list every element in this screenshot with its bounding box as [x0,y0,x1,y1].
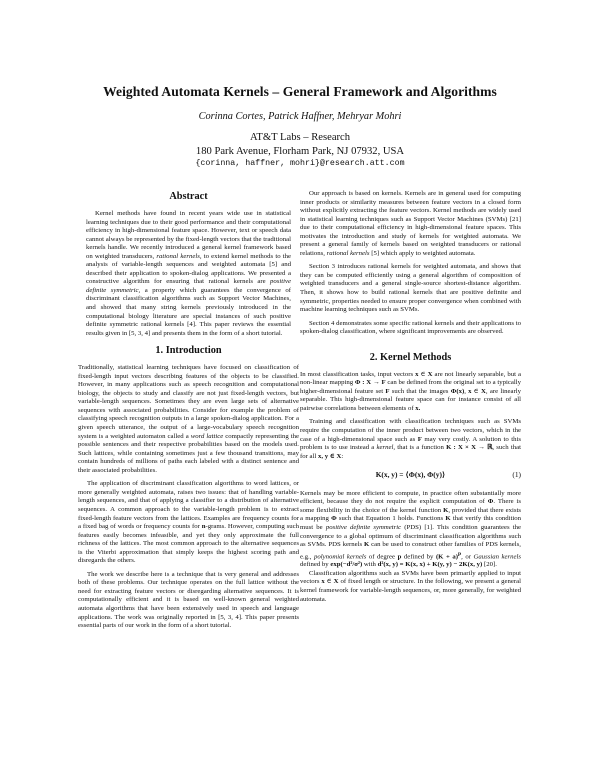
affiliation-address: 180 Park Avenue, Florham Park, NJ 07932, USA [195,146,405,157]
intro-paragraph-3: The work we describe here is a technique that is very general and addresses both of these problems. Our technique operates on the full lattice without the need for extracting feature vectors or disregarding alternative sequences. It is computationally efficient and it is based on well-known general weighted automata algorithms that have been extensively used in speech and language applications. The work was originally reported in [5, 3, 4]. This paper presents essential parts of our work in the form of a short tutorial. [78,570,299,630]
left-column [78,190,299,631]
abstract-body [78,210,299,338]
equation-1 [300,471,521,480]
equation-body: K(x, y) = ⟨Φ(x), Φ(y)⟩ [375,470,446,480]
intro-paragraph-1: Traditionally, statistical learning techniques have focused on classification of fixed-length input vectors describing features of the objects to be classified. However, in many applications such as speech recognition and computational biology, the objects to study and classify are not just fixed-length vectors, but variable-length sequences. Sometimes they are even large sets of alternative sequences with associated probabilities. Consider for example the problem of classifying speech recognition outputs in a large spoken-dialog application. For a given speech utterance, the output of a large-vocabulary speech recognition system is a weighted automaton called a word lattice compactly representing the possible sentences and their respective probabilities based on the models used. Such lattices, while containing sometimes just a few thousand transitions, may contain hundreds of millions of paths each labeled with a distinct sentence and their associated probabilities. [78,364,299,474]
kernel-paragraph-4: Classification algorithms such as SVMs have been primarily applied to input vectors x ∈ X of fixed length or structure. In the following, we present a general kernel framework for variable-length sequences, or, more generally, for weighted automata. [300,569,521,603]
affiliation-institution: AT&T Labs – Research [249,132,351,143]
author-emails: {corinna, haffner, mohri}@research.att.com [195,159,405,168]
author-list: Corinna Cortes, Patrick Haffner, Mehryar Mohri [198,111,402,122]
equation-number: (1) [512,470,521,480]
paper-title: Weighted Automata Kernels – General Framework and Algorithms [103,84,497,99]
right-column [300,190,521,604]
abstract-paragraph: Kernel methods have found in recent years wide use in statistical learning techniques due to their good performance and their computational efficiency in high-dimensional feature space. However, text or speech data cannot always be represented by the fixed-length vectors that the traditional kernels handle. We recently introduced a general kernel framework based on weighted transducers, rational kernels, to extend kernel methods to the analysis of variable-length sequences and weighted automata [5] and described their application to spoken-dialog applications. We presented a constructive algorithm for ensuring that rational kernels are positive definite symmetric, a property which guarantees the convergence of discriminant classification algorithms such as Support Vector Machines, and showed that many string kernels previously introduced in the computational biology literature are special instances of such positive definite symmetric rational kernels [4]. This paper reviews the essential results given in [5, 3, 4] and presents them in the form of a short tutorial. [86,210,292,337]
intro-paragraph-5: Section 3 introduces rational kernels for weighted automata, and shows that they can be computed efficiently using a general algorithm of composition of weighted transducers and a general single-source shortest-distance algorithm. Then, it shows how to build rational kernels that are positive definite and symmetric, properties needed to ensure proper convergence when combined with machine learning techniques such as SVMs. [300,263,521,314]
kernel-paragraph-3: Kernels may be more efficient to compute, in practice often substantially more efficient, because they do not require the explicit computation of Φ. There is some flexibility in the choice of the kernel function K, provided that there exists a mapping Φ such that Equation 1 holds. Functions K that verify this condition must be positive definite symmetric (PDS) [1]. This condition guarantees the convergence to a global optimum of discriminant classification algorithms such as SVMs. PDS kernels K can be used to construct other families of PDS kernels, e.g., polynomial kernels of degree p defined by $(K + a)^p$, or Gaussian kernels defined by exp(−d²/σ²) with d²(x, y) = K(x, x) + K(y, y) − 2K(x, y) [20]. [300,489,522,569]
intro-paragraph-6: Section 4 demonstrates some specific rational kernels and their applications to spoken-dialog classification, where significant improvements are observed. [300,319,521,336]
kernel-paragraph-1: In most classification tasks, input vectors x ∈ X are not linearly separable, but a non-linear mapping Φ : X → F can be defined from the original set to a typically higher-dimensional feature set F such that the images Φ(x), x ∈ X, are linearly separable. This high-dimensional feature space can for instance consist of all pairwise correlations between elements of x. [300,370,521,412]
section-heading-introduction: 1. Introduction [155,345,222,357]
abstract-heading: Abstract [169,191,208,202]
intro-paragraph-2: The application of discriminant classification algorithms to word lattices, or more generally weighted automata, raises two issues: that of handling variable-length sequences, and that of applying a classifier to a distribution of alternative sequences. A common approach to the variable-length problem is to extract fixed-length feature vectors from the lattices. Examples are frequency counts for a fixed bag of words or frequency counts for n-grams. However, computing such features easily becomes infeasible, and yet they only approximate the full richness of the lattices. The most common approach to the alternative sequences is the Viterbi approximation that simply keeps the highest scoring path and disregards the others. [78,480,299,565]
kernel-paragraph-2: Training and classification with classification techniques such as SVMs require the computation of the inner product between two vectors, which in the case of a high-dimensional space such as F may very costly. A solution to this problem is to use instead a kernel, that is a function K : X × X → ℝ, such that for all x, y ∈ X: [300,418,521,460]
section-heading-kernel-methods: 2. Kernel Methods [369,351,452,363]
intro-paragraph-4: Our approach is based on kernels. Kernels are in general used for computing inner products or similarity measures between feature vectors in a closed form without explicitly extracting the feature vectors. Kernel methods are widely used in statistical learning techniques such as Support Vector Machines (SVMs) [21] due to their computational efficiency in high-dimensional feature spaces. This motivates the introduction and study of kernels for weighted automata. We present a general family of kernels based on weighted transducers or rational relations, rational kernels [5] which apply to weighted automata. [300,190,521,257]
